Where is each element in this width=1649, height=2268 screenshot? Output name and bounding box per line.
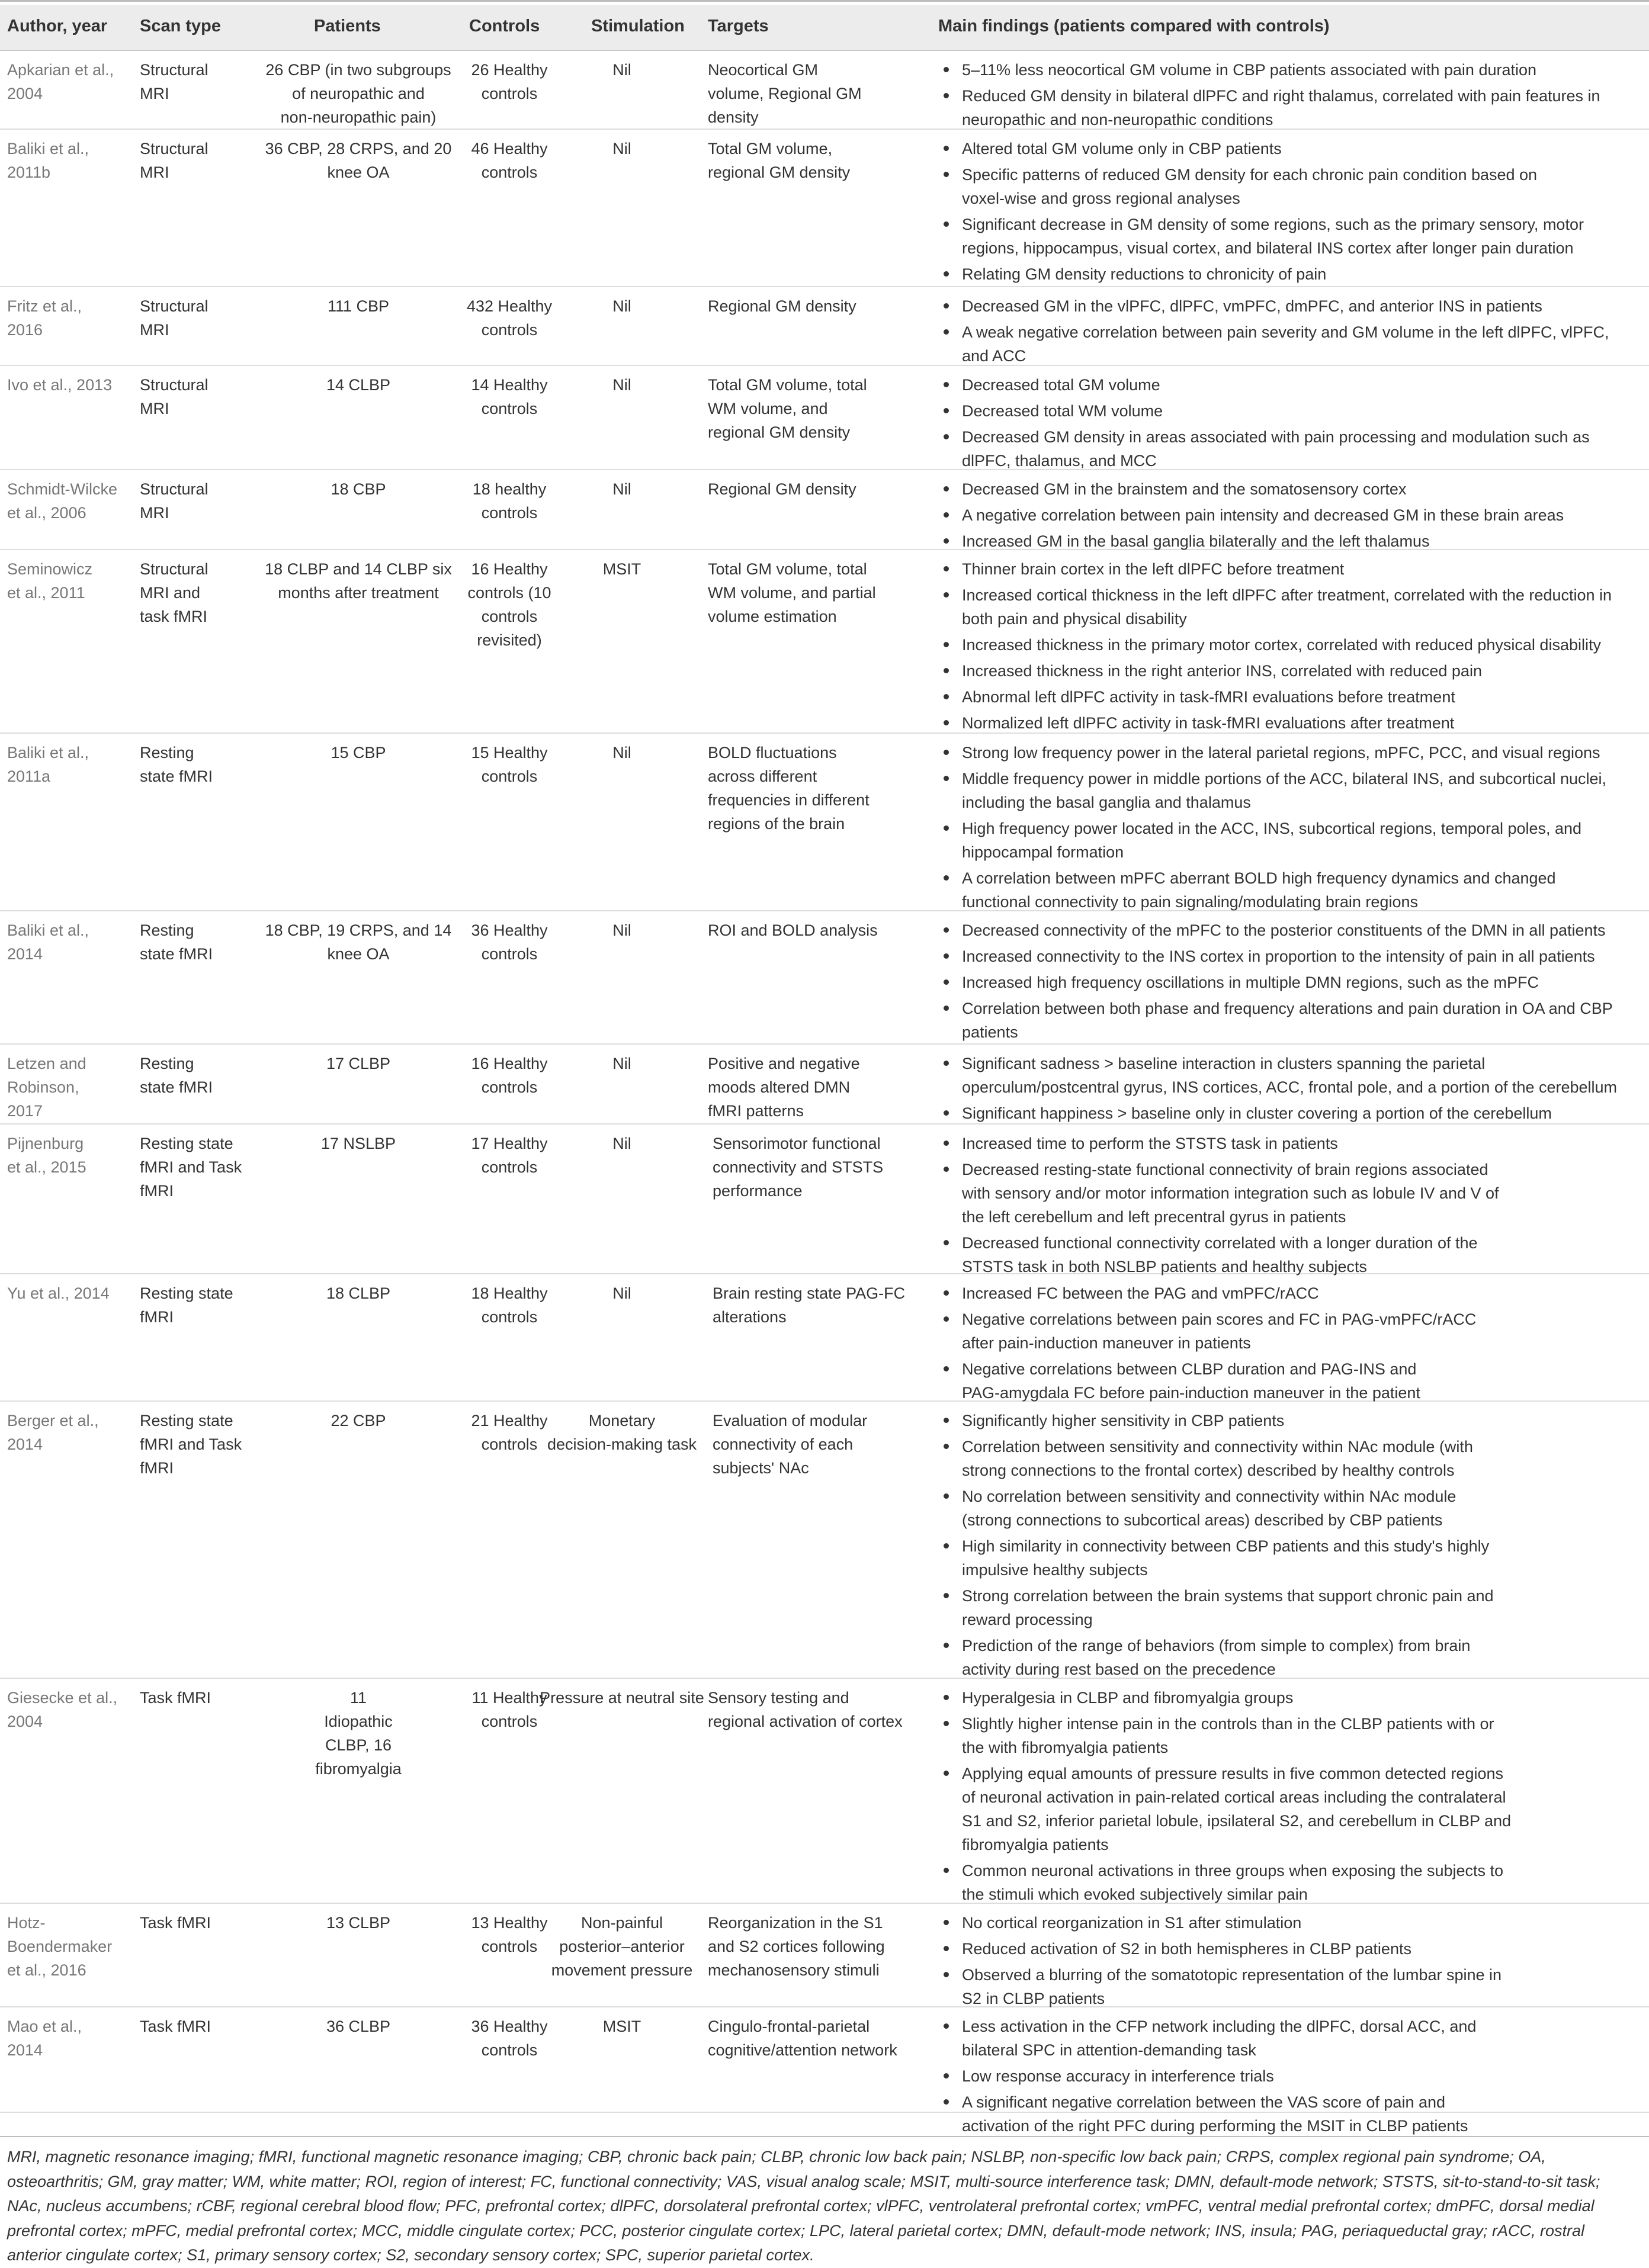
finding-item: Observed a blurring of the somatotopic representation of the lumbar spine in S2 in CLBP patients [938, 1963, 1646, 2010]
findings-list [938, 1052, 1646, 1125]
header-scan-type: Scan type [140, 17, 221, 36]
finding-item: Negative correlations between pain scores and FC in PAG-vmPFC/rACC after pain-induction maneuver in patients [938, 1308, 1646, 1355]
finding-item: Correlation between both phase and frequency alterations and pain duration in OA and CBP patients [938, 997, 1646, 1044]
finding-item: No correlation between sensitivity and connectivity within NAc module (strong connections to subcortical areas) described by CBP patients [938, 1485, 1646, 1532]
finding-item: Increased thickness in the primary motor cortex, correlated with reduced physical disability [938, 633, 1646, 657]
controls-cell: 21 Healthy controls [471, 1412, 548, 1453]
scan-type-cell: Resting state fMRI and Task fMRI [140, 1135, 242, 1200]
header-stimulation: Stimulation [591, 17, 685, 36]
stimulation-cell: MSIT [602, 2018, 641, 2035]
controls-cell: 36 Healthy controls [471, 2018, 548, 2059]
table-header [0, 5, 1649, 50]
table-row [0, 1045, 1649, 1125]
table-row [0, 1679, 1649, 1904]
finding-item: High frequency power located in the ACC, INS, subcortical regions, temporal poles, and hippocampal formation [938, 817, 1646, 864]
main-findings-cell [938, 557, 1646, 737]
main-findings-cell [938, 58, 1646, 134]
table-row [0, 1274, 1649, 1402]
targets-cell: Total GM volume, regional GM density [708, 140, 851, 181]
patients-cell: 14 CLBP [326, 376, 391, 394]
author-year-cell: Baliki et al., 2011b [7, 140, 89, 181]
findings-list [938, 918, 1646, 1044]
stimulation-cell: Non-painful posterior–anterior movement pressure [551, 1914, 693, 1979]
table-row [0, 1904, 1649, 2007]
finding-item: High similarity in connectivity between CBP patients and this study's highly impulsive healthy subjects [938, 1534, 1646, 1582]
main-findings-cell [938, 1686, 1646, 1909]
stimulation-cell: Nil [612, 480, 631, 498]
controls-cell: 15 Healthy controls [471, 744, 548, 785]
main-findings-cell [938, 918, 1646, 1046]
patients-cell: 18 CLBP and 14 CLBP six months after treatment [265, 560, 452, 602]
stimulation-cell: Nil [612, 1055, 631, 1072]
findings-list [938, 1911, 1646, 2010]
header-controls: Controls [469, 17, 540, 36]
patients-cell: 36 CBP, 28 CRPS, and 20 knee OA [265, 140, 452, 181]
findings-list [938, 1132, 1646, 1278]
patients-cell: 17 NSLBP [320, 1135, 396, 1152]
finding-item: Decreased total GM volume [938, 373, 1646, 397]
author-year-cell: Mao et al., 2014 [7, 2018, 82, 2059]
finding-item: Significant decrease in GM density of some regions, such as the primary sensory, motor regions, hippocampus, visual cortex, and bilateral INS cortex after longer pain duration [938, 213, 1646, 260]
controls-cell: 46 Healthy controls [471, 140, 548, 181]
patients-cell: 15 CBP [331, 744, 386, 762]
finding-item: Correlation between sensitivity and connectivity within NAc module (with strong connections to the frontal cortex) described by healthy controls [938, 1435, 1646, 1482]
stimulation-cell: Nil [612, 376, 631, 394]
main-findings-cell [938, 294, 1646, 370]
author-year-cell: Seminowicz et al., 2011 [7, 560, 93, 602]
finding-item: Decreased GM in the brainstem and the somatosensory cortex [938, 477, 1646, 501]
main-findings-cell [938, 1132, 1646, 1281]
author-year-cell: Baliki et al., 2011a [7, 744, 89, 785]
table-row [0, 1402, 1649, 1679]
main-findings-cell [938, 2015, 1646, 2140]
stimulation-cell: MSIT [602, 560, 641, 578]
findings-list [938, 1686, 1646, 1906]
scan-type-cell: Resting state fMRI [140, 1284, 233, 1326]
stimulation-cell: Nil [612, 744, 631, 762]
scan-type-cell: Structural MRI [140, 297, 208, 339]
author-year-cell: Giesecke et al., 2004 [7, 1689, 118, 1730]
finding-item: A significant negative correlation between the VAS score of pain and activation of the right PFC during performing the MSIT in CLBP patients [938, 2090, 1646, 2138]
finding-item: Abnormal left dlPFC activity in task-fMRI evaluations before treatment [938, 685, 1646, 709]
main-findings-cell [938, 373, 1646, 475]
table-row [0, 366, 1649, 470]
targets-cell: Reorganization in the S1 and S2 cortices following mechanosensory stimuli [708, 1914, 885, 1979]
patients-cell: 111 CBP [327, 297, 390, 315]
header-main-findings: Main findings (patients compared with controls) [938, 17, 1330, 36]
findings-list [938, 741, 1646, 914]
findings-list [938, 557, 1646, 735]
targets-cell: Cingulo-frontal-parietal cognitive/attention network [708, 2018, 897, 2059]
findings-list [938, 58, 1646, 131]
finding-item: Decreased GM in the vlPFC, dlPFC, vmPFC, dmPFC, and anterior INS in patients [938, 294, 1646, 318]
table-row [0, 287, 1649, 366]
patients-cell: 17 CLBP [326, 1055, 391, 1072]
finding-item: Increased GM in the basal ganglia bilaterally and the left thalamus [938, 529, 1646, 553]
targets-cell: Neocortical GM volume, Regional GM density [708, 61, 862, 126]
controls-cell: 11 Healthy controls [471, 1689, 547, 1730]
finding-item: 5–11% less neocortical GM volume in CBP patients associated with pain duration [938, 58, 1646, 82]
footnote-rule [0, 2136, 1649, 2137]
table-row [0, 911, 1649, 1045]
finding-item: Applying equal amounts of pressure results in five common detected regions of neuronal activation in pain-related cortical areas including the contralateral S1 and S2, inferior parietal lobule, ipsilateral S2, and cerebellum in CLBP and fibromyalgia patients [938, 1762, 1646, 1856]
finding-item: Significantly higher sensitivity in CBP patients [938, 1409, 1646, 1432]
findings-list [938, 294, 1646, 368]
author-year-cell: Schmidt-Wilcke et al., 2006 [7, 480, 118, 522]
stimulation-cell: Nil [612, 61, 631, 79]
findings-list [938, 477, 1646, 553]
finding-item: Increased cortical thickness in the left dlPFC after treatment, correlated with the reduction in both pain and physical disability [938, 583, 1646, 631]
author-year-cell: Fritz et al., 2016 [7, 297, 82, 339]
table-footnote: MRI, magnetic resonance imaging; fMRI, functional magnetic resonance imaging; CBP, chronic back pain; CLBP, chronic low back pain; NSLBP, non-specific low back pain; CRPS, complex regional pain syndrome; OA, osteoarthritis; GM, gray matter; WM, white matter; ROI, region of interest; FC, functional connectivity; VAS, visual analog scale; MSIT, multi-source interference task; DMN, default-mode network; STSTS, sit-to-stand-to-sit task; NAc, nucleus accumbens; rCBF, regional cerebral blood flow; PFC, prefrontal cortex; dlPFC, dorsolateral prefrontal cortex; vlPFC, ventrolateral prefrontal cortex; vmPFC, ventral medial prefrontal cortex; dmPFC, dorsal medial prefrontal cortex; mPFC, medial prefrontal cortex; MCC, middle cingulate cortex; PCC, posterior cingulate cortex; LPC, lateral parietal cortex; DMN, default-mode network; INS, insula; PAG, periaqueductal gray; rACC, rostral anterior cingulate cortex; S1, primary sensory cortex; S2, secondary sensory cortex; SPC, superior parietal cortex. [7, 2148, 1600, 2264]
main-findings-cell [938, 1409, 1646, 1684]
table-row [0, 130, 1649, 287]
finding-item: Altered total GM volume only in CBP patients [938, 137, 1646, 160]
table-body [0, 51, 1649, 2135]
finding-item: No cortical reorganization in S1 after stimulation [938, 1911, 1646, 1935]
finding-item: Middle frequency power in middle portions of the ACC, bilateral INS, and subcortical nuclei, including the basal ganglia and thalamus [938, 767, 1646, 814]
finding-item: Reduced activation of S2 in both hemispheres in CLBP patients [938, 1937, 1646, 1961]
main-findings-cell [938, 1911, 1646, 2013]
stimulation-cell: Nil [612, 140, 631, 158]
finding-item: Increased time to perform the STSTS task in patients [938, 1132, 1646, 1155]
patients-cell: 22 CBP [331, 1412, 386, 1429]
targets-cell: ROI and BOLD analysis [708, 921, 878, 939]
author-year-cell: Ivo et al., 2013 [7, 376, 113, 394]
scan-type-cell: Resting state fMRI [140, 744, 213, 785]
table-row [0, 470, 1649, 550]
stimulation-cell: Nil [612, 921, 631, 939]
scan-type-cell: Structural MRI [140, 140, 208, 181]
author-year-cell: Baliki et al., 2014 [7, 921, 89, 963]
controls-cell: 14 Healthy controls [471, 376, 548, 417]
finding-item: Negative correlations between CLBP duration and PAG-INS and PAG-amygdala FC before pain-induction maneuver in the patient [938, 1357, 1646, 1405]
finding-item: Relating GM density reductions to chronicity of pain [938, 262, 1646, 286]
table-row [0, 2007, 1649, 2135]
patients-cell: 13 CLBP [326, 1914, 391, 1932]
finding-item: Prediction of the range of behaviors (from simple to complex) from brain activity during rest based on the precedence [938, 1634, 1646, 1681]
targets-cell: Sensory testing and regional activation of cortex [708, 1689, 903, 1730]
patients-cell: 36 CLBP [326, 2018, 391, 2035]
stimulation-cell: Nil [612, 1284, 631, 1302]
finding-item: A correlation between mPFC aberrant BOLD high frequency dynamics and changed functional connectivity to pain signaling/modulating brain regions [938, 866, 1646, 914]
table-row [0, 1125, 1649, 1274]
targets-cell: Total GM volume, total WM volume, and partial volume estimation [708, 560, 876, 625]
header-targets: Targets [708, 17, 769, 36]
controls-cell: 16 Healthy controls (10 controls revisited) [467, 560, 551, 649]
controls-cell: 26 Healthy controls [471, 61, 548, 102]
scan-type-cell: Structural MRI [140, 480, 208, 522]
author-year-cell: Apkarian et al., 2004 [7, 61, 114, 102]
scan-type-cell: Resting state fMRI and Task fMRI [140, 1412, 242, 1477]
targets-cell: Brain resting state PAG-FC alterations [713, 1284, 906, 1326]
targets-cell: Sensorimotor functional connectivity and STSTS performance [713, 1135, 884, 1200]
finding-item: Decreased connectivity of the mPFC to the posterior constituents of the DMN in all patients [938, 918, 1646, 942]
scan-type-cell: Resting state fMRI [140, 1055, 213, 1096]
author-year-cell: Hotz- Boendermaker et al., 2016 [7, 1914, 113, 1979]
controls-cell: 36 Healthy controls [471, 921, 548, 963]
patients-cell: 18 CBP, 19 CRPS, and 14 knee OA [265, 921, 452, 963]
finding-item: Common neuronal activations in three groups when exposing the subjects to the stimuli which evoked subjectively similar pain [938, 1859, 1646, 1906]
controls-cell: 16 Healthy controls [471, 1055, 548, 1096]
top-rule [0, 0, 1649, 2]
author-year-cell: Letzen and Robinson, 2017 [7, 1055, 86, 1120]
finding-item: Less activation in the CFP network including the dlPFC, dorsal ACC, and bilateral SPC in attention-demanding task [938, 2015, 1646, 2062]
controls-cell: 432 Healthy controls [466, 297, 553, 339]
finding-item: Increased connectivity to the INS cortex in proportion to the intensity of pain in all patients [938, 945, 1646, 968]
findings-list [938, 137, 1646, 286]
scan-type-cell: Structural MRI and task fMRI [140, 560, 208, 625]
author-year-cell: Yu et al., 2014 [7, 1284, 110, 1302]
targets-cell: BOLD fluctuations across different frequencies in different regions of the brain [708, 744, 870, 833]
finding-item: Normalized left dlPFC activity in task-fMRI evaluations after treatment [938, 711, 1646, 735]
table-row [0, 734, 1649, 911]
author-year-cell: Pijnenburg et al., 2015 [7, 1135, 86, 1176]
scan-type-cell: Task fMRI [140, 2018, 211, 2035]
patients-cell: 18 CLBP [326, 1284, 391, 1302]
stimulation-cell: Nil [612, 1135, 631, 1152]
finding-item: Decreased total WM volume [938, 399, 1646, 423]
author-year-cell: Berger et al., 2014 [7, 1412, 99, 1453]
findings-list [938, 373, 1646, 473]
controls-cell: 18 healthy controls [472, 480, 547, 522]
finding-item: Decreased resting-state functional connectivity of brain regions associated with sensory and/or motor information integration such as lobule IV and V of the left cerebellum and left precentral gyrus in patients [938, 1158, 1646, 1229]
scan-type-cell: Structural MRI [140, 376, 208, 417]
finding-item: Significant sadness > baseline interaction in clusters spanning the parietal operculum/postcentral gyrus, INS cortices, ACC, frontal pole, and a portion of the cerebellum [938, 1052, 1646, 1099]
targets-cell: Total GM volume, total WM volume, and regional GM density [708, 376, 867, 441]
findings-list [938, 1281, 1646, 1405]
table-row [0, 51, 1649, 130]
finding-item: Decreased GM density in areas associated with pain processing and modulation such as dlPFC, thalamus, and MCC [938, 425, 1646, 473]
scan-type-cell: Resting state fMRI [140, 921, 213, 963]
scan-type-cell: Structural MRI [140, 61, 208, 102]
patients-cell: 18 CBP [331, 480, 386, 498]
finding-item: Specific patterns of reduced GM density for each chronic pain condition based on voxel-wise and gross regional analyses [938, 163, 1646, 210]
finding-item: A weak negative correlation between pain severity and GM volume in the left dlPFC, vlPFC, and ACC [938, 320, 1646, 368]
finding-item: Increased high frequency oscillations in multiple DMN regions, such as the mPFC [938, 971, 1646, 994]
targets-cell: Positive and negative moods altered DMN fMRI patterns [708, 1055, 860, 1120]
main-findings-cell [938, 741, 1646, 916]
finding-item: Hyperalgesia in CLBP and fibromyalgia groups [938, 1686, 1646, 1710]
table-row [0, 550, 1649, 734]
finding-item: Strong correlation between the brain systems that support chronic pain and reward processing [938, 1584, 1646, 1631]
main-findings-cell [938, 477, 1646, 555]
header-patients: Patients [314, 17, 381, 36]
main-findings-cell [938, 137, 1646, 288]
finding-item: Decreased functional connectivity correlated with a longer duration of the STSTS task in both NSLBP patients and healthy subjects [938, 1231, 1646, 1278]
stimulation-cell: Monetary decision-making task [547, 1412, 697, 1453]
finding-item: Reduced GM density in bilateral dlPFC and right thalamus, correlated with pain features in neuropathic and non-neuropathic conditions [938, 84, 1646, 131]
patients-cell: 26 CBP (in two subgroups of neuropathic and non-neuropathic pain) [265, 61, 451, 126]
finding-item: Strong low frequency power in the lateral parietal regions, mPFC, PCC, and visual regions [938, 741, 1646, 764]
targets-cell: Regional GM density [708, 480, 856, 498]
main-findings-cell [938, 1052, 1646, 1127]
findings-list [938, 1409, 1646, 1681]
scan-type-cell: Task fMRI [140, 1689, 211, 1707]
finding-item: A negative correlation between pain intensity and decreased GM in these brain areas [938, 503, 1646, 527]
controls-cell: 18 Healthy controls [471, 1284, 548, 1326]
finding-item: Increased FC between the PAG and vmPFC/rACC [938, 1281, 1646, 1305]
stimulation-cell: Pressure at neutral site [540, 1689, 704, 1707]
controls-cell: 17 Healthy controls [471, 1135, 548, 1176]
findings-list [938, 2015, 1646, 2138]
finding-item: Significant happiness > baseline only in cluster covering a portion of the cerebellum [938, 1101, 1646, 1125]
targets-cell: Regional GM density [708, 297, 856, 315]
scan-type-cell: Task fMRI [140, 1914, 211, 1932]
finding-item: Thinner brain cortex in the left dlPFC before treatment [938, 557, 1646, 581]
header-author-year: Author, year [7, 17, 108, 36]
controls-cell: 13 Healthy controls [471, 1914, 548, 1955]
main-findings-cell [938, 1281, 1646, 1407]
targets-cell: Evaluation of modular connectivity of each subjects' NAc [713, 1412, 868, 1477]
finding-item: Increased thickness in the right anterior INS, correlated with reduced pain [938, 659, 1646, 683]
stimulation-cell: Nil [612, 297, 631, 315]
finding-item: Low response accuracy in interference trials [938, 2064, 1646, 2088]
finding-item: Slightly higher intense pain in the controls than in the CLBP patients with or the with fibromyalgia patients [938, 1712, 1646, 1759]
patients-cell: 11 Idiopathic CLBP, 16 fibromyalgia [315, 1689, 402, 1778]
